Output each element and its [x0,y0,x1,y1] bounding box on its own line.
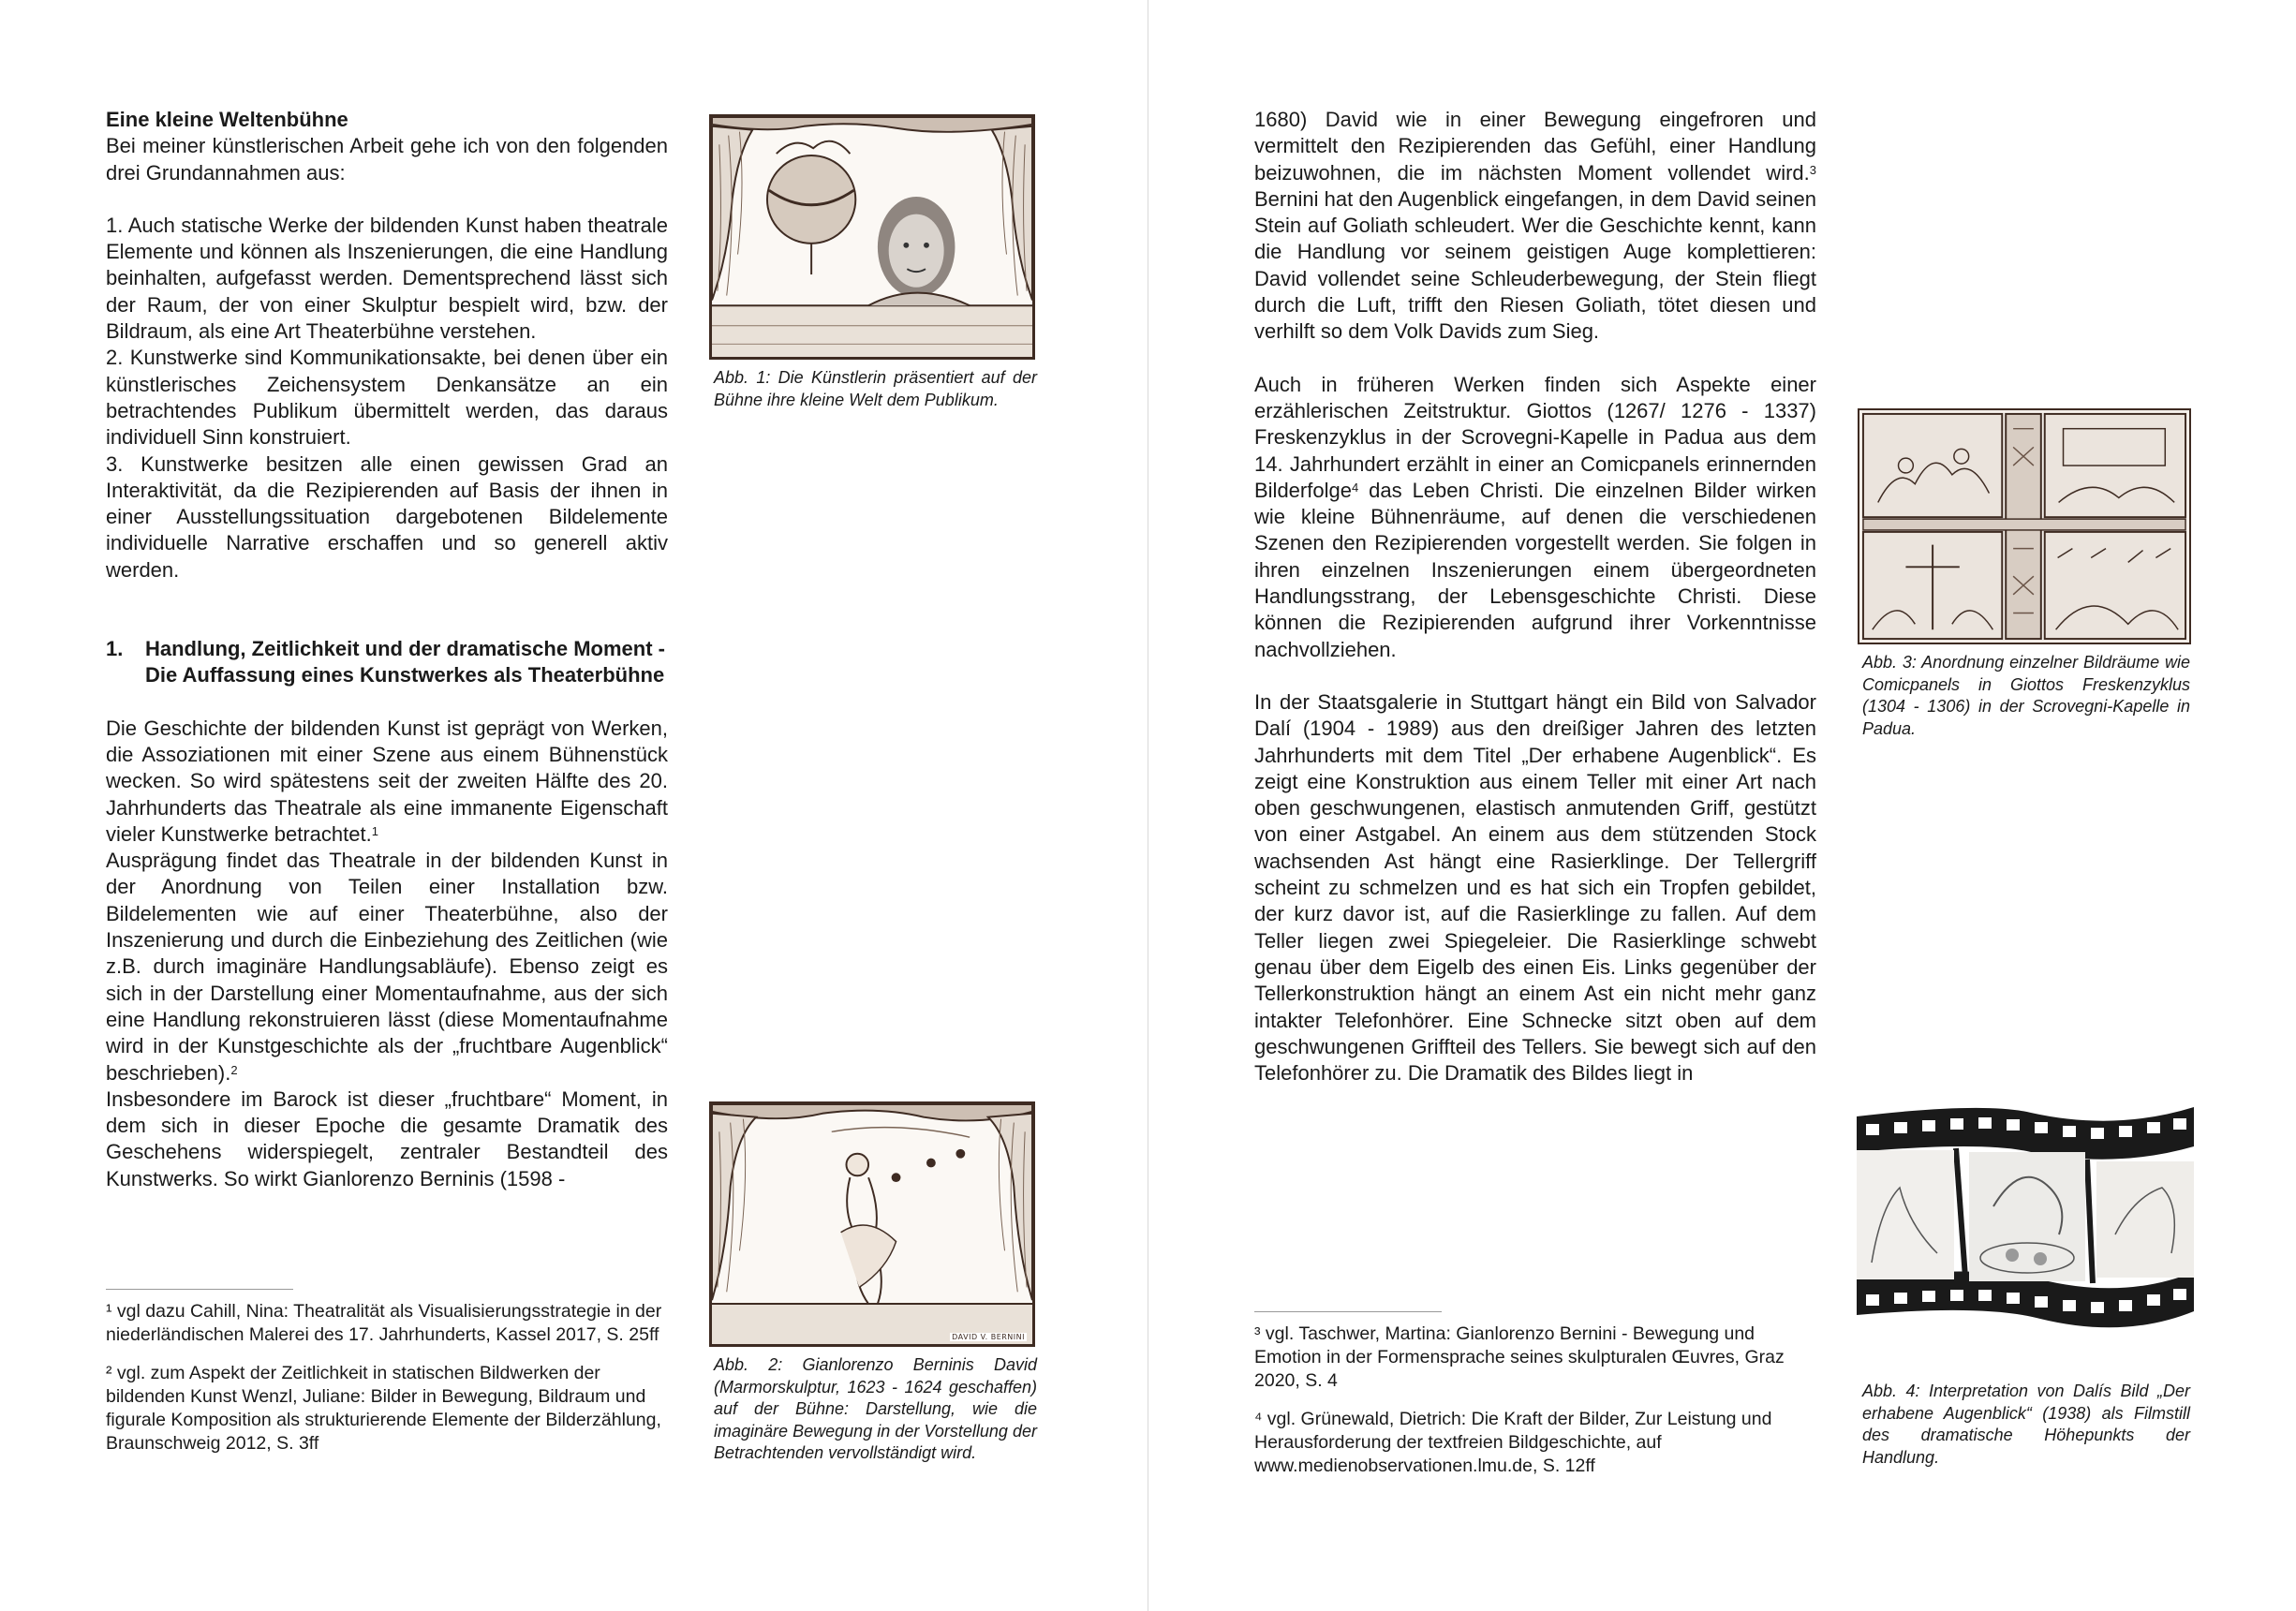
body-paragraph-3: Insbesondere im Barock ist dieser „fruchtbare“ Moment, in dem sich in dieser Epoche die gesamte Dramatik des Geschehens widerspiegelt, zentraler Bestandteil des Kunstwerks. So wirkt Gianlorenzo Berninis (1598 - [106,1086,668,1190]
footnote-ref-2[interactable]: 2 [230,1062,238,1077]
figure-3-image [1858,408,2191,644]
intro-heading: Eine kleine Weltenbühne [106,108,348,131]
figure-2-signature: DAVID V. BERNINI [952,1333,1025,1341]
footnote-ref-1[interactable]: 1 [371,823,378,838]
intro-text: Bei meiner künstlerischen Arbeit gehe ich von den folgenden drei Grundannahmen aus: [106,134,668,185]
section-heading [106,636,668,689]
body-paragraph-5: Auch in früheren Werken finden sich Aspekte einer erzählerischen Zeitstruktur. Giottos (1267/ 1276 - 1337) Freskenzyklus in der Scrovegni-Kapelle in Padua aus dem 14. Jahrhundert erzählt in einer an Comicpanels erinnernden Bilderfolge$^4$ das Leben Christi. Die einzelnen Bilder wirken wie kleine Bühnenräume, auf denen die verschiedenen Szenen den Rezipierenden vorgestellt werden. Sie folgen in ihren einzelnen Inszenierungen einem übergeordneten Handlungsstrang, der Lebensgeschichte Christi. Diese können die Rezipierenden aufgrund ihrer Vorkenntnisse nachvollziehen. [1254,372,1816,661]
figure-2-caption: Abb. 2: Gianlorenzo Berninis David (Marmorskulptur, 1623 - 1624 geschaffen) auf der Bühne: Darstellung, wie die imaginäre Bewegung in der Vorstellung der Betrachtenden vervollständigt wird. [714,1355,1037,1462]
footnote-ref-4[interactable]: 4 [1351,480,1359,495]
right-text-column [1254,107,1816,1086]
body-paragraph-2: Ausprägung findet das Theatrale in der bildenden Kunst in der Anordnung von Teilen einer Installation bzw. Bildelementen wie auf einer Theaterbühne, also der Inszenierung und durch die Einbeziehung des Zeitlichen (wie z.B. durch imaginäre Handlungsabläufe). Ebenso zeigt es sich in der Darstellung einer Momentaufnahme, aus der sich eine Handlung rekonstruieren lässt (diese Momentaufnahme wird in der Kunstgeschichte als der „fruchtbare Augenblick“ beschrieben).$^2$ [106,849,668,1085]
footnote-3: ³ vgl. Taschwer, Martina: Gianlorenzo Bernini - Bewegung und Emotion in der Formensprache seines skulpturalen Œuvres, Graz 2020, S. 4 [1254,1323,1785,1391]
figure-3-caption: Abb. 3: Anordnung einzelner Bildräume wie Comicpanels in Giottos Freskenzyklus (1304 - 1306) in der Scrovegni-Kapelle in Padua. [1862,653,2190,738]
footnote-rule [106,1289,293,1290]
footnote-ref-3[interactable]: 3 [1809,162,1816,177]
right-page [1148,0,2296,1611]
assumption-1: 1. Auch statische Werke der bildenden Kunst haben theatrale Elemente und können als Inszenierungen, die eine Handlung beinhalten, aufgefasst werden. Dementsprechend lässt sich der Raum, der von einer Skulptur bespielt wird, bzw. der Bildraum, als eine Art Theaterbühne verstehen. [106,213,668,344]
assumption-3: 3. Kunstwerke besitzen alle einen gewissen Grad an Interaktivität, da die Rezipierenden auf Basis der ihnen in einer Ausstellungssituation dargebotenen Bildelemente individuelle Narrative erschaffen und so generell aktiv werden. [106,451,668,582]
left-footnotes [106,1300,668,1471]
figure-2-image [709,1101,1035,1347]
figure-1-image [709,114,1035,360]
right-footnotes [1254,1323,1816,1493]
figure-4-caption: Abb. 4: Interpretation von Dalís Bild „Der erhabene Augenblick“ (1938) als Filmstill des dramatische Höhepunkts der Handlung. [1862,1382,2190,1467]
footnote-1: ¹ vgl dazu Cahill, Nina: Theatralität als Visualisierungsstrategie in der niederländischen Malerei des 17. Jahrhunderts, Kassel 2017, S. 25ff [106,1301,662,1345]
body-paragraph-6: In der Staatsgalerie in Stuttgart hängt ein Bild von Salvador Dalí (1904 - 1989) aus den dreißiger Jahren des letzten Jahrhunderts mit dem Titel „Der erhabene Augenblick“. Es zeigt eine Konstruktion aus einem Teller mit einer Art nach oben geschwungenen, elastisch anmutenden Griff, gestützt von einer Astgabel. An einem aus dem stützenden Stock wachsenden Ast hängt eine Rasierklinge. Der Tellergriff scheint zu schmelzen und es hat sich ein Tropfen gebildet, der kurz davor ist, auf die Rasierklinge zu fallen. Auf dem Teller liegen zwei Spiegeleier. Die Rasierklinge schwebt genau über dem Eigelb des einen Eis. Links gegenüber der Tellerkonstruktion hängt an einem Ast ein nicht mehr ganz intakter Telefonhörer. Eine Schnecke sitzt oben auf dem geschwungenen Griffteil des Tellers. Sie bewegt sich auf den Telefonhörer zu. Die Dramatik des Bildes liegt in [1254,689,1816,1086]
footnote-4: ⁴ vgl. Grünewald, Dietrich: Die Kraft der Bilder, Zur Leistung und Herausforderung der textfreien Bildgeschichte, auf www.medienobservationen.lmu.de, S. 12ff [1254,1409,1772,1476]
section-number: 1. [106,637,124,661]
figure-4-image [1853,1094,2198,1328]
footnote-2: ² vgl. zum Aspekt der Zeitlichkeit in statischen Bildwerken der bildenden Kunst Wenzl, Juliane: Bilder in Bewegung, Bildraum und figurale Komposition als strukturierende Elemente der Bilderzählung, Braunschweig 2012, S. 3ff [106,1363,661,1454]
left-text-column [106,107,668,1192]
assumption-2: 2. Kunstwerke sind Kommunikationsakte, bei denen über ein künstlerisches Zeichensystem Denkansätze an ein betrachtendes Publikum übermittelt werden, das daraus individuell Sinn konstruiert. [106,346,668,450]
body-paragraph-4: 1680) David wie in einer Bewegung eingefroren und vermittelt den Rezipierenden das Gefühl, einer Handlung beizuwohnen, die im nächsten Moment vollendet wird.$^3$ Bernini hat den Augenblick eingefangen, in dem David seinen Stein auf Goliath schleudert. Wer die Geschichte kennt, kann die Handlung vor seinem geistigen Auge komplettieren: David vollendet seine Schleuderbewegung, der Stein fliegt durch die Luft, trifft den Riesen Goliath, tötet diesen und verhilft so dem Volk Davids zum Sieg. [1254,108,1816,344]
footnote-rule [1254,1311,1442,1312]
body-paragraph-1: Die Geschichte der bildenden Kunst ist geprägt von Werken, die Assoziationen mit einer Szene aus einem Bühnenstück wecken. So wird spätestens seit der zweiten Hälfte des 20. Jahrhunderts das Theatrale als eine immanente Eigenschaft vieler Kunstwerke betrachtet.$^1$ [106,716,668,846]
figure-1-caption: Abb. 1: Die Künstlerin präsentiert auf der Bühne ihre kleine Welt dem Publikum. [714,368,1037,409]
section-title: Handlung, Zeitlichkeit und der dramatische Moment - Die Auffassung eines Kunstwerkes als Theaterbühne [145,637,665,687]
